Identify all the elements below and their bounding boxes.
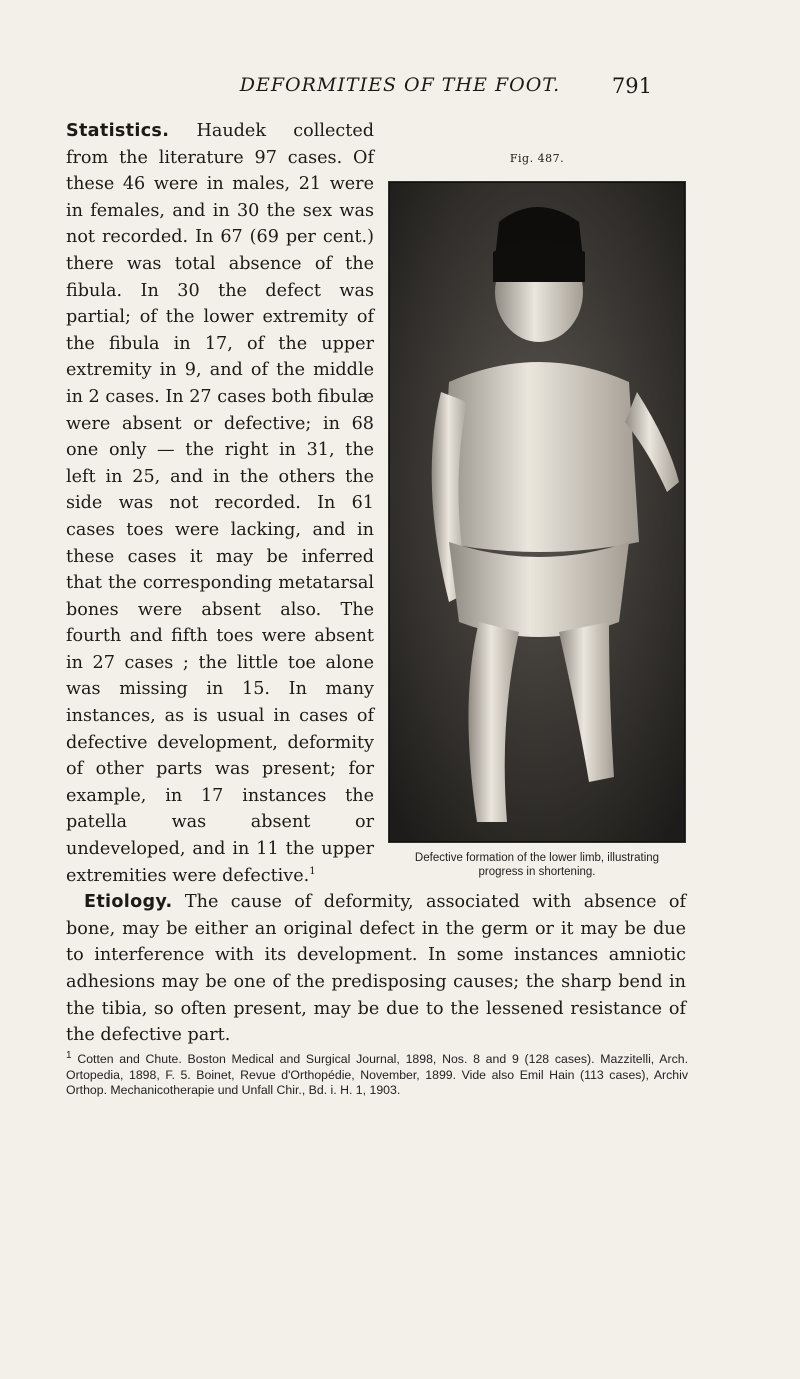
figure-photograph [388, 181, 686, 843]
page-header [0, 74, 800, 104]
body-text [66, 118, 686, 1049]
footnote-marker: 1 [66, 1049, 72, 1061]
footnote-text: Cotten and Chute. Boston Medical and Surgical Journal, 1898, Nos. 8 and 9 (128 cases). Mazzitelli, Arch. Ortopedia, 1898, F. 5. Boinet, Revue d'Orthopédie, November, 1899. Vide also Emil Hain (113 cases), Archiv Orthop. Mechanicotherapie und Unfall Chir., Bd. i. H. 1, 1903. [66, 1052, 688, 1097]
figure-caption: Defective formation of the lower limb, illustrating progress in shortening. [414, 851, 660, 878]
footnote-reference: 1 [309, 865, 316, 877]
photograph-illustration [389, 182, 685, 842]
etiology-paragraph: The cause of deformity, associated with absence of bone, may be either an original defect in the germ or it may be due to interference with its development. In some instances amniotic adhesions may be one of the predisposing causes; the sharp bend in the tibia, so often present, may be due to the lessened resistance of the defective part. [66, 892, 686, 1046]
figure-label: Fig. 487. [509, 152, 565, 165]
etiology-heading: Etiology. [84, 892, 173, 913]
footnote [66, 1049, 688, 1099]
figure-487 [388, 118, 686, 879]
page-number: 791 [611, 74, 652, 98]
statistics-heading: Statistics. [66, 121, 170, 141]
running-head: DEFORMITIES OF THE FOOT. [239, 74, 561, 96]
statistics-paragraph: Haudek collected from the literature 97 cases. Of these 46 were in males, 21 were in females, and in 30 the sex was not recorded. In 67 (69 per cent.) there was total absence of the fibula. In 30 the defect was partial; of the lower extremity of the fibula in 17, of the upper extremity in 9, and of the middle in 2 cases. In 27 cases both fibulæ were absent or defective; in 68 one only — the right in 31, the left in 25, and in the others the side was not recorded. In 61 cases toes were lacking, and in these cases it may be inferred that the corresponding metatarsal bones were absent also. The fourth and fifth toes were absent in 27 cases ; the little toe alone was missing in 15. In many instances, as is usual in cases of defective development, deformity of other parts was present; for example, in 17 instances the patella was absent or undeveloped, and in 11 the upper extremities were defective. [66, 121, 374, 886]
